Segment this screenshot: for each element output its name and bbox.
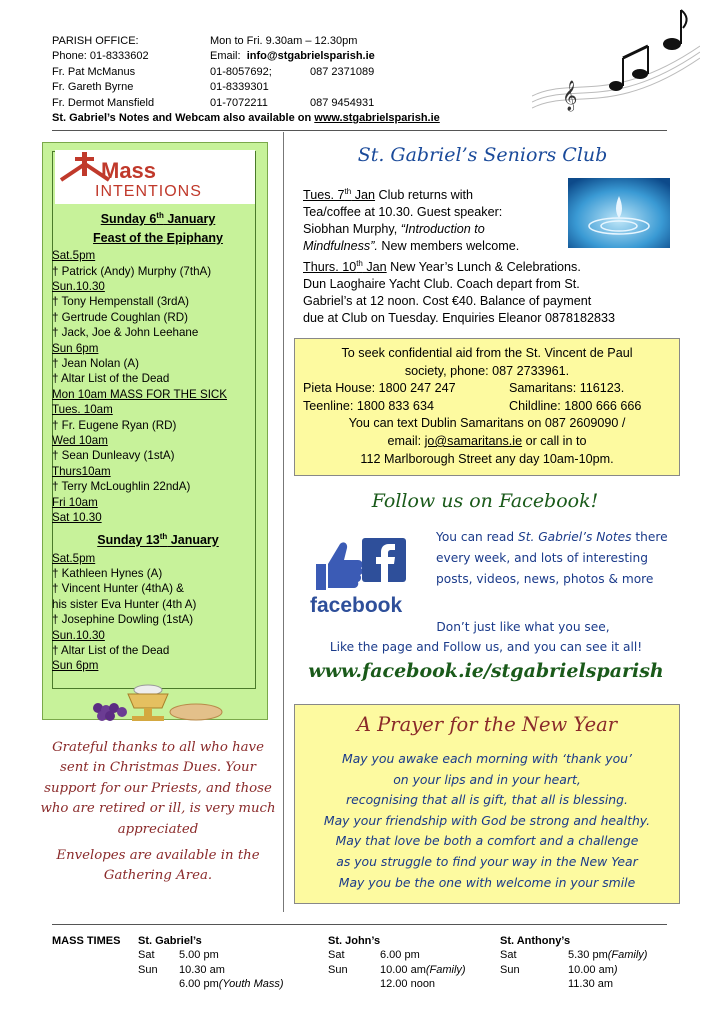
priest-name: Fr. Pat McManus	[52, 65, 136, 78]
seniors-text: Club returns with	[375, 188, 474, 203]
music-notes-icon	[532, 6, 700, 114]
support-services-box	[294, 338, 680, 476]
church-st-anthonys	[500, 934, 647, 992]
mass-note: (Family)	[425, 963, 466, 976]
helpline-row	[303, 398, 671, 416]
mass-day: Sun	[138, 963, 158, 976]
mass-time-slot: Sun.10.30	[52, 279, 105, 293]
logo-mass-word: Mass	[101, 158, 157, 183]
sunday-heading: Sunday 6th January	[100, 211, 216, 227]
intention-item: † Terry McLoughlin 22ndA)	[52, 480, 191, 494]
helpline-row	[303, 380, 671, 398]
mass-time: 6.00 pm	[380, 949, 420, 962]
childline: Childline: 1800 666 666	[509, 398, 642, 413]
prayer-line: on your lips and in your heart,	[393, 771, 581, 787]
talk-title: Mindfulness”.	[303, 239, 378, 254]
webcam-line	[52, 111, 572, 126]
mass-time-slot: Thurs10am	[52, 464, 111, 478]
notes-name: St. Gabriel’s Notes	[517, 530, 632, 544]
envelopes-paragraph: Envelopes are available in the Gathering Area.	[56, 848, 260, 884]
church-st-gabriels	[138, 934, 284, 992]
webcam-text: St. Gabriel’s Notes and Webcam also available on	[52, 112, 312, 125]
intention-item: † Tony Hempenstall (3rdA)	[52, 295, 190, 309]
header-row-priest	[52, 80, 572, 95]
mass-time: 6.00 pm	[179, 978, 219, 991]
mass-intentions-list	[52, 206, 264, 674]
mass-time: 5.30 pm	[568, 949, 608, 962]
mass-note: (Youth Mass)	[218, 978, 284, 991]
church-name: St. Anthony’s	[500, 935, 571, 947]
mass-day: Sat	[328, 949, 345, 962]
office-email[interactable]: info@stgabrielsparish.ie	[246, 50, 375, 63]
header-row-phone	[52, 49, 572, 64]
header-row-priest	[52, 65, 572, 80]
mass-times-label: MASS TIMES	[52, 935, 121, 947]
intention-item: † Josephine Dowling (1stA)	[52, 613, 194, 627]
mass-time-slot: Sun 6pm	[52, 341, 99, 355]
svg-text:𝄞: 𝄞	[562, 81, 578, 111]
priest-phone: 01-7072211	[210, 96, 268, 109]
event-date: Thurs. 10th Jan	[303, 259, 387, 275]
intention-item: † Fr. Eugene Ryan (RD)	[52, 418, 177, 432]
intentions-week2	[52, 551, 264, 674]
intention-item: his sister Eva Hunter (4th A)	[52, 597, 197, 611]
mass-time-slot: Sat 10.30	[52, 511, 102, 525]
intention-item: † Patrick (Andy) Murphy (7thA)	[52, 264, 212, 278]
mass-day: Sun	[500, 963, 520, 976]
mass-time: 11.30 am	[568, 978, 614, 991]
intention-item: † Jack, Joe & John Leehane	[52, 326, 199, 340]
priest-phone: 01-8057692;	[210, 65, 272, 78]
mass-day: Sun	[328, 963, 348, 976]
intention-item: † Vincent Hunter (4thA) &	[52, 582, 184, 596]
facebook-description	[436, 527, 676, 590]
column-divider	[283, 132, 284, 912]
intentions-week1	[52, 248, 264, 525]
sunday-heading: Sunday 13th January	[97, 532, 219, 548]
samaritans-address: 112 Marlborough Street any day 10am-10pm.	[360, 451, 614, 466]
christmas-dues-thanks	[40, 738, 276, 887]
prayer-line: recognising that all is gift, that all is blessing.	[346, 792, 628, 808]
mass-time: 10.00 am	[380, 963, 426, 976]
priest-name: Fr. Gareth Byrne	[52, 81, 134, 94]
pieta-house: Pieta House: 1800 247 247	[303, 381, 456, 396]
mass-time-slot: Sun 6pm	[52, 659, 99, 673]
seniors-text: Dun Laoghaire Yacht Club. Coach depart from St.	[303, 277, 580, 292]
seniors-club-title: St. Gabriel’s Seniors Club	[357, 144, 608, 166]
mass-time-slot: Wed 10am	[52, 434, 108, 448]
facebook-wordmark: facebook	[310, 594, 403, 617]
samaritans-email-line	[303, 433, 671, 451]
svp-text: To seek confidential aid from the St. Vincent de Paul	[341, 346, 633, 360]
mass-time: 5.00 pm	[179, 949, 219, 962]
teenline: Teenline: 1800 833 634	[303, 398, 434, 413]
mass-day: Sat	[500, 949, 517, 962]
email-label: Email:	[210, 50, 241, 63]
mass-day: Sat	[138, 949, 155, 962]
seniors-text: Tea/coffee at 10.30. Guest speaker:	[303, 205, 503, 220]
new-year-prayer-box	[294, 704, 680, 904]
svp-phone: society, phone: 087 2733961.	[404, 363, 570, 378]
mass-time-slot: Tues. 10am	[52, 403, 113, 417]
parish-office-header	[52, 34, 572, 126]
follow-line: Don’t just like what you see,	[436, 620, 610, 634]
prayer-line: May you awake each morning with ‘thank you’	[342, 751, 632, 766]
facebook-follow	[300, 618, 672, 657]
priest-mobile: 087 9454931	[310, 96, 375, 109]
mass-time: 10.30 am	[179, 963, 225, 976]
seniors-text: New members welcome.	[377, 239, 520, 254]
facebook-logo[interactable]	[308, 534, 420, 620]
parish-website-link[interactable]: www.stgabrielsparish.ie	[314, 112, 440, 125]
logo-intentions-word: INTENTIONS	[95, 183, 202, 200]
priest-name: Fr. Dermot Mansfield	[52, 96, 155, 109]
email-suffix: or call in to	[522, 433, 587, 448]
intention-item: † Kathleen Hynes (A)	[52, 567, 163, 581]
talk-title: “Introduction to	[400, 222, 485, 237]
prayer-line: May you be the one with welcome in your smile	[338, 874, 636, 890]
seniors-text: New Year’s Lunch & Celebrations.	[386, 260, 581, 275]
feast-heading: Feast of the Epiphany	[93, 231, 223, 246]
email-prefix: email:	[387, 433, 425, 448]
follow-line: Like the page and Follow us, and you can see it all!	[329, 639, 643, 654]
church-st-johns	[328, 934, 466, 992]
samaritans: Samaritans: 116123.	[509, 381, 625, 396]
header-row-priest	[52, 96, 572, 111]
prayer-title: A Prayer for the New Year	[356, 713, 618, 736]
facebook-title: Follow us on Facebook!	[371, 490, 599, 512]
samaritans-text: You can text Dublin Samaritans on 087 2609090 /	[348, 416, 626, 431]
event-date: Tues. 7th Jan	[303, 187, 376, 203]
intention-item: † Sean Dunleavy (1stA)	[52, 449, 175, 463]
priest-mobile: 087 2371089	[310, 65, 375, 78]
seniors-text: due at Club on Tuesday. Enquiries Eleanor 0878182833	[303, 311, 616, 326]
mass-time: 10.00 am	[568, 963, 614, 976]
seniors-text: Gabriel’s at 12 noon. Cost €40. Balance of payment	[303, 294, 592, 309]
mass-time: 12.00 noon	[380, 978, 436, 991]
seniors-club-body	[303, 183, 673, 327]
mass-note: )	[613, 963, 618, 976]
intention-item: † Altar List of the Dead	[52, 372, 170, 386]
church-name: St. Gabriel’s	[138, 935, 202, 947]
mass-time-slot: Mon 10am MASS FOR THE SICK	[52, 387, 228, 401]
mass-time-slot: Sat.5pm	[52, 551, 96, 565]
mass-intentions-logo	[55, 150, 255, 204]
chalice-grapes-icon	[78, 682, 228, 722]
thanks-paragraph: Grateful thanks to all who have sent in Christmas Dues. Your support for our Priests, and those who are retired or ill, is very much appreciated	[40, 740, 276, 837]
mass-time-slot: Fri 10am	[52, 495, 98, 509]
facebook-url-link[interactable]: www.facebook.ie/stgabrielsparish	[308, 660, 664, 682]
prayer-line: May your friendship with God be strong and healthy.	[323, 812, 651, 828]
fb-text: there every week, and lots of interesting posts, videos, news, photos & more	[436, 530, 668, 586]
header-divider	[52, 130, 667, 131]
office-label: PARISH OFFICE:	[52, 35, 139, 47]
mass-time-slot: Sat.5pm	[52, 249, 96, 263]
church-name: St. John’s	[328, 935, 381, 947]
prayer-line: as you struggle to find your way in the New Year	[336, 853, 638, 869]
intention-item: † Gertrude Coughlan (RD)	[52, 310, 188, 324]
intention-item: † Altar List of the Dead	[52, 644, 170, 658]
prayer-line: May that love be both a comfort and a challenge	[335, 833, 639, 849]
intention-item: † Jean Nolan (A)	[52, 357, 139, 370]
prayer-text	[295, 749, 679, 893]
office-phone: Phone: 01-8333602	[52, 50, 149, 63]
seniors-text: Siobhan Murphy,	[303, 222, 401, 237]
mass-time-slot: Sun.10.30	[52, 628, 105, 642]
footer-divider	[52, 924, 667, 925]
samaritans-email-link[interactable]: jo@samaritans.ie	[424, 433, 523, 448]
mass-note: (Family)	[607, 949, 648, 962]
fb-text: You can read	[436, 530, 518, 544]
header-row-office	[52, 34, 572, 49]
priest-phone: 01-8339301	[210, 81, 269, 94]
office-hours: Mon to Fri. 9.30am – 12.30pm	[210, 35, 358, 47]
